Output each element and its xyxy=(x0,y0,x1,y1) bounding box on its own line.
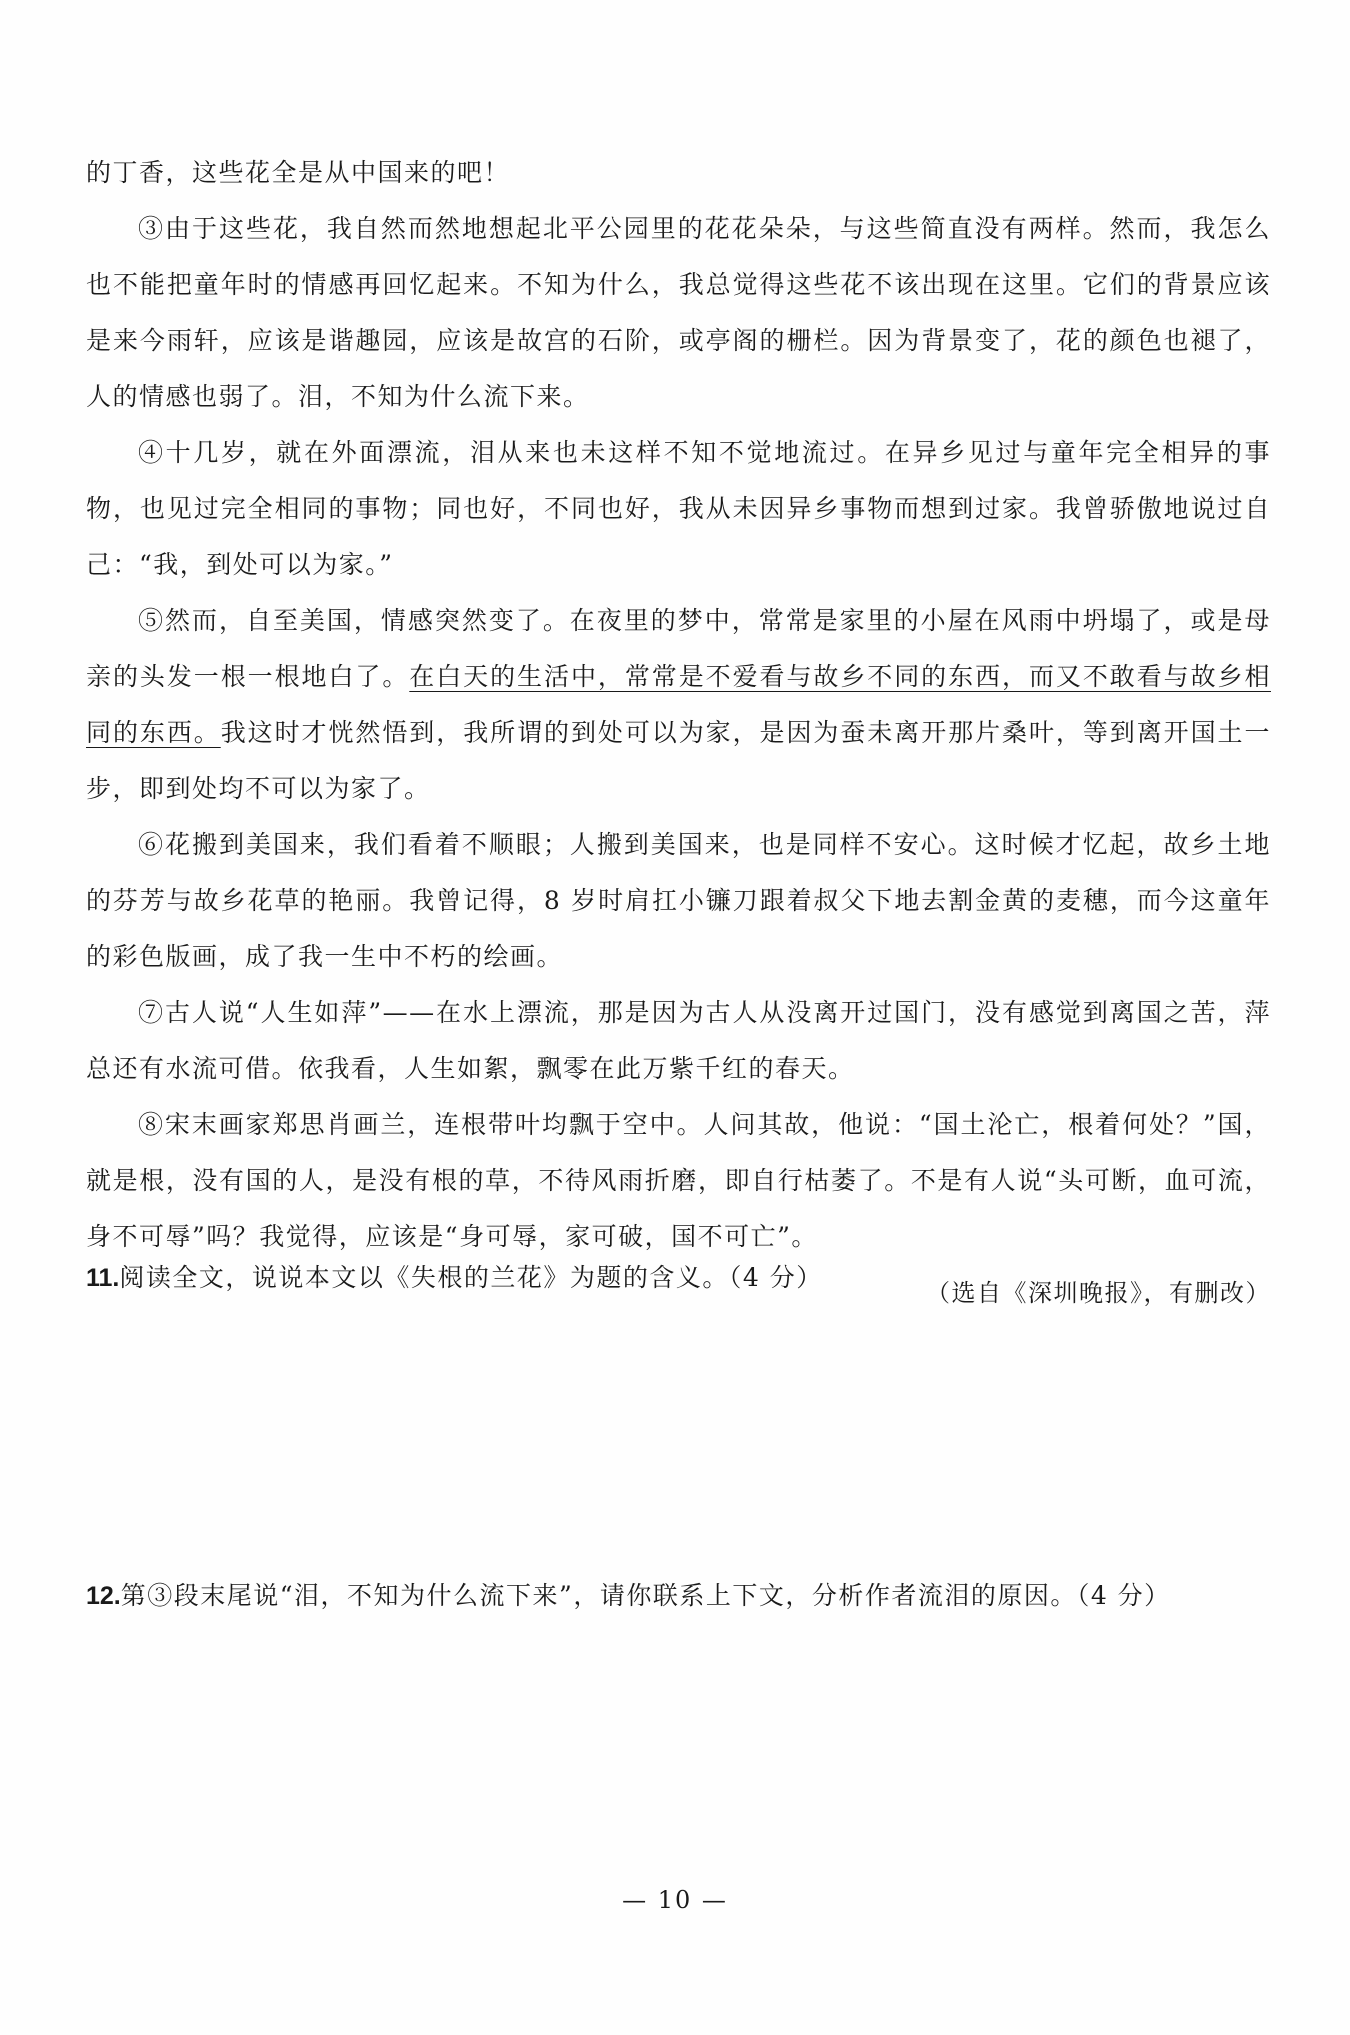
paragraph-4: ④十几岁，就在外面漂流，泪从来也未这样不知不觉地流过。在异乡见过与童年完全相异的事物，也见过完全相同的事物；同也好，不同也好，我从未因异乡事物而想到过家。我曾骄傲地说过自己：“我，到处可以为家。” xyxy=(86,438,1271,579)
passage-body xyxy=(86,145,1271,1321)
question-text: 阅读全文，说说本文以《失根的兰花》为题的含义。（4 分） xyxy=(119,1263,823,1292)
question-text: 第③段末尾说“泪，不知为什么流下来”，请你联系上下文，分析作者流泪的原因。（4 分） xyxy=(120,1581,1171,1610)
paragraph-8: ⑧宋末画家郑思肖画兰，连根带叶均飘于空中。人问其故，他说：“国土沦亡，根着何处？”国，就是根，没有国的人，是没有根的草，不待风雨折磨，即自行枯萎了。不是有人说“头可断，血可流，身不可辱”吗？我觉得，应该是“身可辱，家可破，国不可亡”。 xyxy=(86,1110,1271,1251)
paragraph-3: ③由于这些花，我自然而然地想起北平公园里的花花朵朵，与这些简直没有两样。然而，我怎么也不能把童年时的情感再回忆起来。不知为什么，我总觉得这些花不该出现在这里。它们的背景应该是来今雨轩，应该是谐趣园，应该是故宫的石阶，或亭阁的栅栏。因为背景变了，花的颜色也褪了，人的情感也弱了。泪，不知为什么流下来。 xyxy=(86,214,1271,411)
question-number: 11. xyxy=(86,1264,120,1292)
question-12 xyxy=(86,1568,1171,1624)
question-11 xyxy=(86,1250,823,1306)
page-number: — 10 — xyxy=(622,1886,728,1914)
paragraph-5-closing: 我这时才恍然悟到，我所谓的到处可以为家，是因为蚕未离开那片桑叶，等到离开国土一步，即到处均不可以为家了。 xyxy=(86,718,1271,803)
source-citation: （选自《深圳晚报》，有删改） xyxy=(926,1279,1271,1307)
paragraph-5 xyxy=(86,593,1271,817)
passage-continuation: 的丁香，这些花全是从中国来的吧！ xyxy=(86,158,511,187)
question-number: 12. xyxy=(86,1582,121,1610)
paragraph-6: ⑥花搬到美国来，我们看着不顺眼；人搬到美国来，也是同样不安心。这时候才忆起，故乡土地的芬芳与故乡花草的艳丽。我曾记得，8 岁时肩扛小镰刀跟着叔父下地去割金黄的麦穗，而今这童年的彩色版画，成了我一生中不朽的绘画。 xyxy=(86,830,1271,971)
underlined-sentence: 在白天的生活中，常常是不爱看与故乡不同的东西，而又不敢看与故乡相同的东西。 xyxy=(86,662,1271,747)
paragraph-7: ⑦古人说“人生如萍”——在水上漂流，那是因为古人从没离开过国门，没有感觉到离国之苦，萍总还有水流可借。依我看，人生如絮，飘零在此万紫千红的春天。 xyxy=(86,998,1271,1083)
paragraph-5-opening: ⑤然而，自至美国，情感突然变了。在夜里的梦中，常常是家里的小屋在风雨中坍塌了，或是母亲的头发一根一根地白了。 xyxy=(86,606,1271,691)
